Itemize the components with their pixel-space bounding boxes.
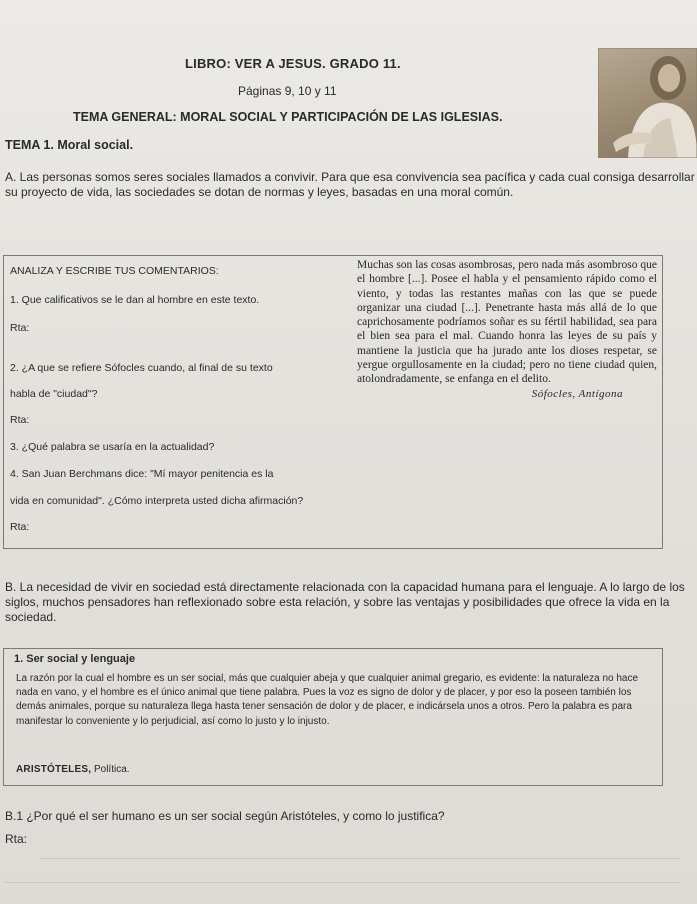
- topic-heading: TEMA 1. Moral social.: [5, 138, 134, 152]
- answer-label-2: Rta:: [10, 414, 30, 426]
- jesus-image: [598, 48, 697, 158]
- answer-line[interactable]: [5, 882, 680, 883]
- section-b-paragraph: B. La necesidad de vivir en sociedad está directamente relacionada con la capacidad humana para el lenguaje. A lo largo de los siglos, muchos pensadores han reflexionado sobre esta relación, y sobre las ventajas y posibilidades que ofrece la vida en la sociedad.: [5, 580, 685, 624]
- general-theme: TEMA GENERAL: MORAL SOCIAL Y PARTICIPACIÓN DE LAS IGLESIAS.: [73, 110, 503, 124]
- question-b1: B.1 ¿Por qué el ser humano es un ser social según Aristóteles, y como lo justifica?: [5, 809, 445, 823]
- reading-box: [3, 648, 663, 786]
- reading-source: [16, 764, 130, 775]
- answer-label-b1: Rta:: [5, 832, 28, 846]
- question-2-cont: habla de "ciudad"?: [10, 388, 98, 400]
- answer-label-4: Rta:: [10, 521, 30, 533]
- section-a-paragraph: A. Las personas somos seres sociales llamados a convivir. Para que esa convivencia sea pacífica y cada cual consiga desarrollar su proyecto de vida, las sociedades se dotan de normas y leyes, basadas en una moral común.: [5, 170, 695, 199]
- question-4-cont: vida en comunidad". ¿Cómo interpreta usted dicha afirmación?: [10, 495, 304, 507]
- question-2: 2. ¿A que se refiere Sófocles cuando, al final de su texto: [10, 362, 273, 374]
- source-work: Política.: [91, 764, 130, 775]
- page-numbers: Páginas 9, 10 y 11: [238, 84, 337, 98]
- analysis-box: [3, 255, 663, 549]
- reading-title: 1. Ser social y lenguaje: [14, 653, 136, 665]
- question-3: 3. ¿Qué palabra se usaría en la actualidad?: [10, 441, 215, 453]
- source-author: ARISTÓTELES,: [16, 764, 92, 775]
- reading-text: La razón por la cual el hombre es un ser social, más que cualquier abeja y que cualquier animal gregario, es evidente: la naturaleza no hace nada en vano, y el hombre es el único animal que tiene palabra. Pues la voz es signo de dolor y de placer, y por eso la poseen también los demás animales, porque su naturaleza llega hasta tener sensación de dolor y de placer, e indicársela unos a otros. Pero la palabra es para manifestar lo conveniente y lo perjudicial, así como lo justo y lo injusto.: [16, 673, 639, 727]
- sophocles-quote: [357, 258, 657, 401]
- quote-text: Muchas son las cosas asombrosas, pero nada más asombroso que el hombre [...]. Posee el habla y el pensamiento rápido como el viento, y todas las restantes mañas con las que se puede organizar una ciudad [...]. Penetrante hasta más allá de lo que caprichosamente podríamos soñar es su fértil habilidad, sea para el bien sea para el mal. Cuando honra las leyes de su país y mantiene la justicia que ha jurado ante los dioses respetar, se yergue orgullosamente en la ciudad; pero no tiene ciudad quien, atolondradamente, se enfanga en el delito.: [357, 259, 657, 386]
- analysis-title: ANALIZA Y ESCRIBE TUS COMENTARIOS:: [10, 265, 219, 277]
- book-title: LIBRO: VER A JESUS. GRADO 11.: [185, 56, 401, 71]
- question-1: 1. Que calificativos se le dan al hombre en este texto.: [10, 294, 260, 306]
- quote-author: Sófocles, Antígona: [531, 387, 623, 400]
- answer-label-1: Rta:: [10, 322, 30, 334]
- question-4: 4. San Juan Berchmans dice: "Mí mayor penitencia es la: [10, 468, 274, 480]
- answer-line[interactable]: [40, 858, 680, 859]
